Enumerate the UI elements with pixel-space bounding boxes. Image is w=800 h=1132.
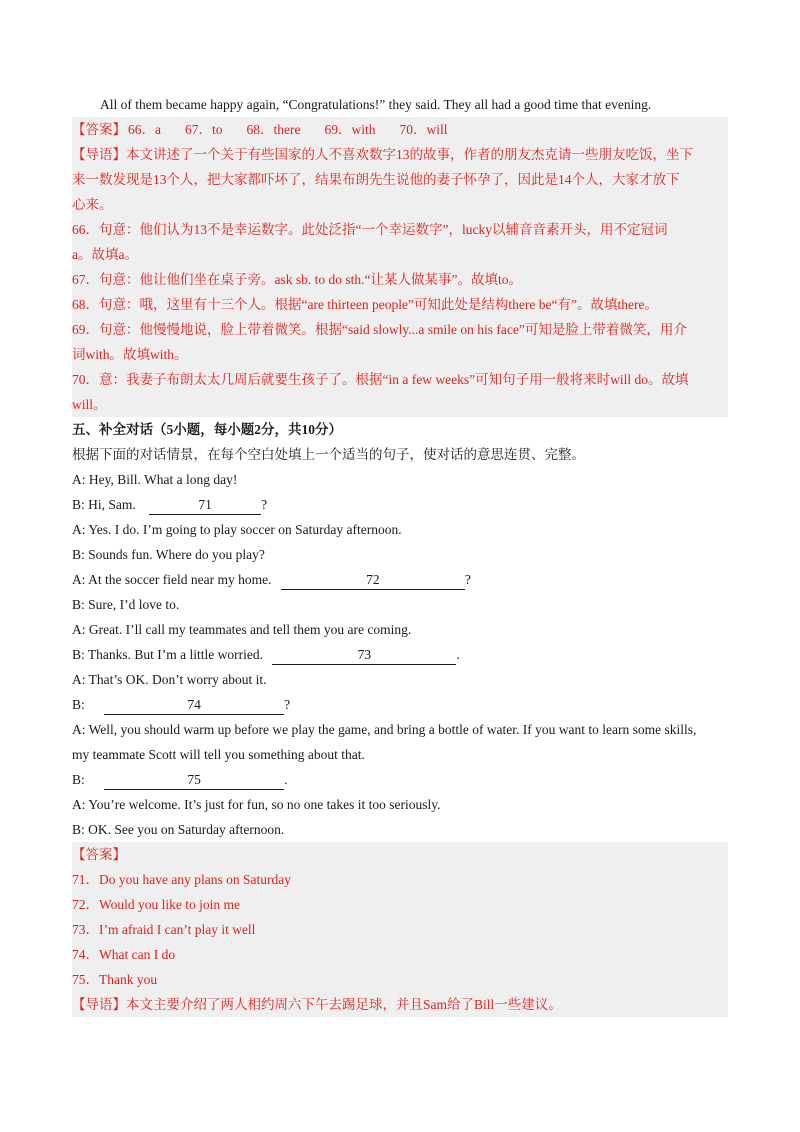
dialogue-line: B: Sounds fun. Where do you play? <box>72 547 265 562</box>
dialogue-line: A: You’re welcome. It’s just for fun, so no one takes it too seriously. <box>72 797 441 812</box>
dialogue-punct: . <box>284 772 288 787</box>
answer-blank-75[interactable]: 75 <box>104 771 284 790</box>
document-page <box>72 92 728 1017</box>
explanation-66-cont: a。故填a。 <box>72 247 138 262</box>
answer-blank-72[interactable]: 72 <box>281 571 465 590</box>
guide-line <box>72 992 728 1017</box>
dialogue-line: A: Hey, Bill. What a long day! <box>72 472 238 487</box>
answer-item: 67．to <box>185 122 223 137</box>
answer-item-71: 71．Do you have any plans on Saturday <box>72 872 291 887</box>
dialogue-line: A: Yes. I do. I’m going to play soccer on Saturday afternoon. <box>72 522 402 537</box>
answer-item-75: 75．Thank you <box>72 972 158 987</box>
dialogue-line: my teammate Scott will tell you something about that. <box>72 747 365 762</box>
answer-blank-73[interactable]: 73 <box>272 646 456 665</box>
dialogue-line: B: Sure, I’d love to. <box>72 597 180 612</box>
answer-explanation-block <box>72 117 728 417</box>
answer-tag: 【答案】 <box>72 847 126 862</box>
answer-block-71-75 <box>72 842 728 1017</box>
dialogue-text: A: At the soccer field near my home. <box>72 572 272 587</box>
explanation-66: 66．句意：他们认为13不是幸运数字。此处泛指“一个幸运数字”，lucky以辅音音素开头，用不定冠词 <box>72 222 668 237</box>
dialogue <box>72 467 728 842</box>
answer-item: 70．will <box>399 122 448 137</box>
dialogue-line <box>72 767 728 792</box>
dialogue-line <box>72 642 728 667</box>
guide-line: 心来。 <box>72 197 113 212</box>
answer-item: 68．there <box>246 122 301 137</box>
explanation-69-cont: 词with。故填with。 <box>72 347 188 362</box>
section-title: 五、补全对话（5小题，每小题2分，共10分） <box>72 422 342 437</box>
explanation-69: 69．句意：他慢慢地说，脸上带着微笑。根据“said slowly...a smile on his face”可知是脸上带着微笑，用介 <box>72 322 687 337</box>
dialogue-punct: ? <box>261 497 268 512</box>
story-closing-paragraph: All of them became happy again, “Congratulations!” they said. They all had a good time that evening. <box>100 97 652 112</box>
answer-item: 69．with <box>324 122 376 137</box>
section-instruction: 根据下面的对话情景，在每个空白处填上一个适当的句子，使对话的意思连贯、完整。 <box>72 447 585 462</box>
explanation-70-cont: will。 <box>72 397 107 412</box>
explanation-70: 70．意：我妻子布朗太太几周后就要生孩子了。根据“in a few weeks”可知句子用一般将来时will do。故填 <box>72 372 689 387</box>
dialogue-line: A: Well, you should warm up before we play the game, and bring a bottle of water. If you want to learn some skills, <box>72 722 697 737</box>
explanation-67: 67．句意：他让他们坐在桌子旁。ask sb. to do sth.“让某人做某事”。故填to。 <box>72 272 522 287</box>
dialogue-text: B: Thanks. But I’m a little worried. <box>72 647 263 662</box>
answer-blank-71[interactable]: 71 <box>149 496 261 515</box>
dialogue-punct: ? <box>284 697 291 712</box>
answer-tag: 【答案】 <box>72 122 126 137</box>
answer-item: 66．a <box>128 122 161 137</box>
dialogue-line <box>72 692 728 717</box>
dialogue-line <box>72 567 728 592</box>
answer-blank-74[interactable]: 74 <box>104 696 284 715</box>
dialogue-line: A: Great. I’ll call my teammates and tell them you are coming. <box>72 622 412 637</box>
guide-text: 本文讲述了一个关于有些国家的人不喜欢数字13的故事，作者的朋友杰克请一些朋友吃饭，坐下 <box>126 147 693 162</box>
guide-tag: 【导语】 <box>72 147 126 162</box>
dialogue-text: B: <box>72 772 85 787</box>
guide-text: 本文主要介绍了两人相约周六下午去踢足球，并且Sam给了Bill一些建议。 <box>126 997 562 1012</box>
answer-item-74: 74．What can I do <box>72 947 176 962</box>
dialogue-text: B: <box>72 697 85 712</box>
guide-tag: 【导语】 <box>72 997 126 1012</box>
guide-line: 来一数发现是13个人，把大家都吓坏了，结果布朗先生说他的妻子怀孕了，因此是14个人，大家才放下 <box>72 172 680 187</box>
answer-key-66-70 <box>72 117 728 142</box>
dialogue-punct: ? <box>464 572 471 587</box>
explanation-68: 68．句意：哦，这里有十三个人。根据“are thirteen people”可知此处是结构there be“有”。故填there。 <box>72 297 658 312</box>
dialogue-line: B: OK. See you on Saturday afternoon. <box>72 822 285 837</box>
dialogue-line: A: That’s OK. Don’t worry about it. <box>72 672 267 687</box>
answer-item-73: 73．I’m afraid I can’t play it well <box>72 922 256 937</box>
dialogue-line <box>72 492 728 517</box>
guide-line <box>72 142 728 167</box>
answer-item-72: 72．Would you like to join me <box>72 897 241 912</box>
dialogue-punct: . <box>456 647 460 662</box>
dialogue-text: B: Hi, Sam. <box>72 497 136 512</box>
